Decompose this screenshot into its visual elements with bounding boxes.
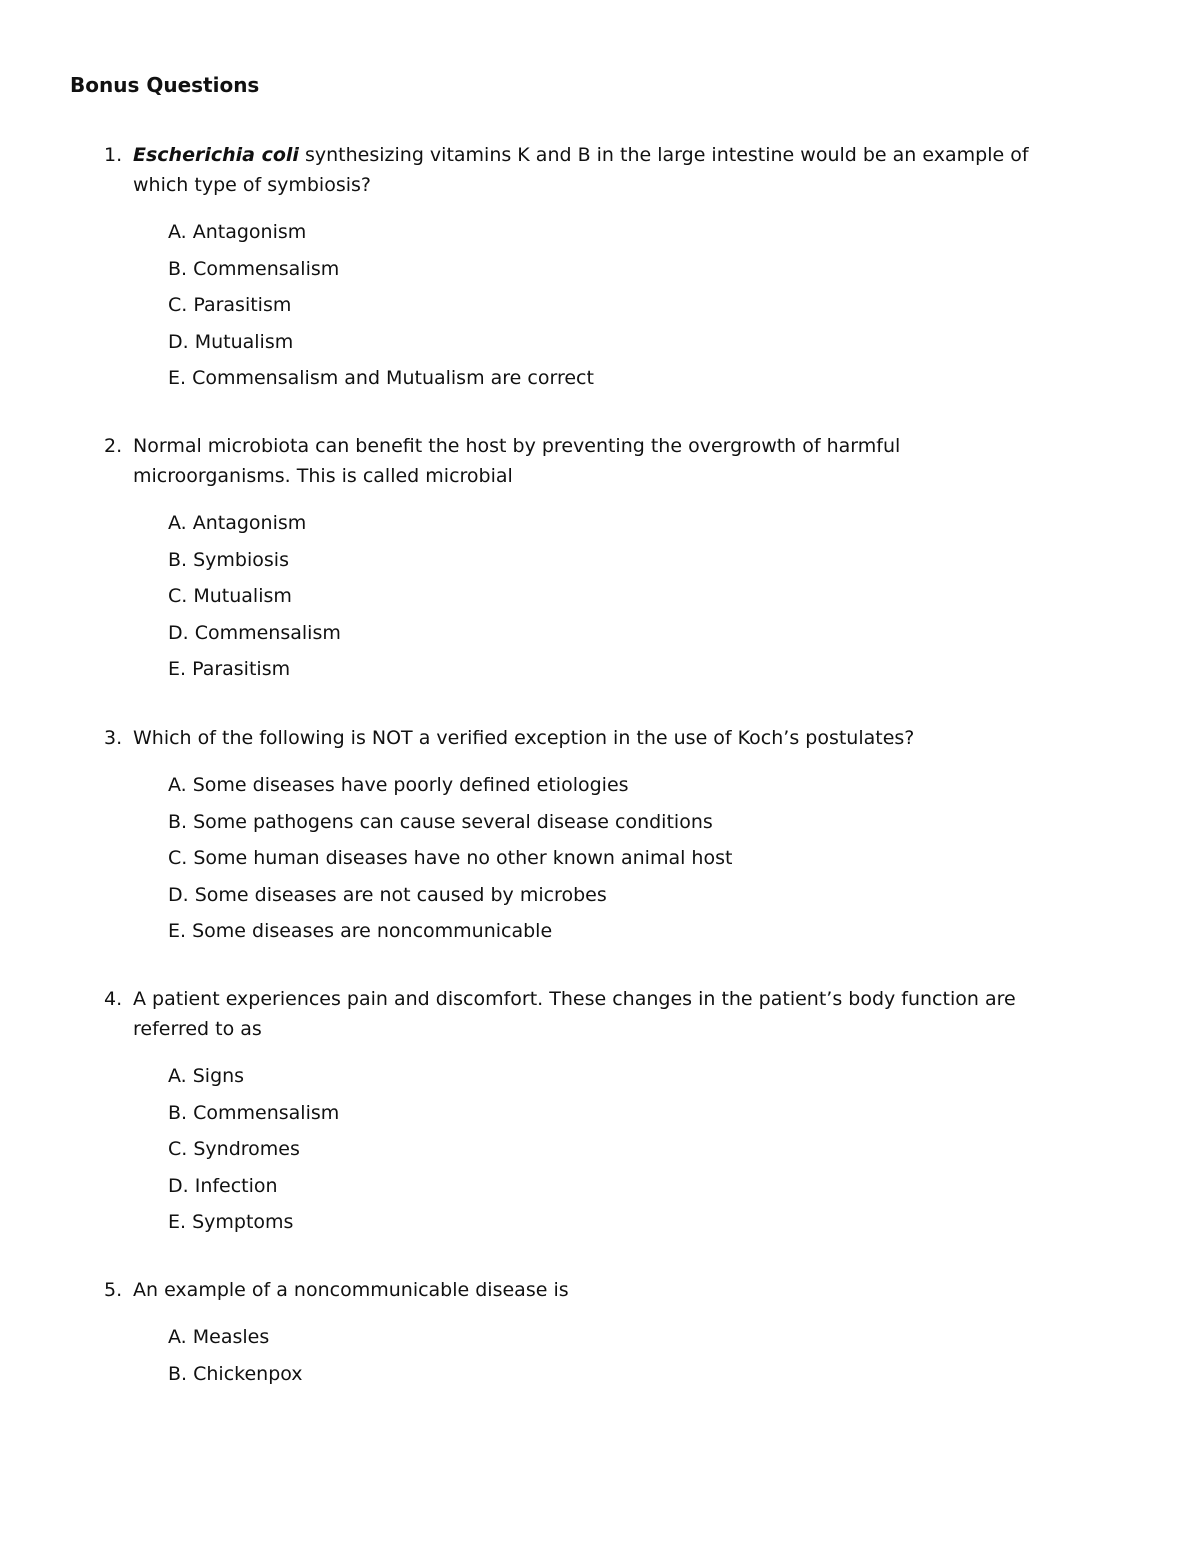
question-number: 3. xyxy=(104,727,123,749)
question-number: 4. xyxy=(104,988,123,1010)
answer-option: A. Antagonism xyxy=(168,221,307,243)
question-text: A patient experiences pain and discomfort. These changes in the patient’s body function are referred to as xyxy=(133,988,1016,1040)
question-number: 5. xyxy=(104,1279,123,1301)
question-5 xyxy=(104,1275,1044,1392)
question-text: An example of a noncommunicable disease is xyxy=(133,1279,569,1301)
question-text: Normal microbiota can benefit the host by preventing the overgrowth of harmful microorganisms. This is called microbial xyxy=(133,435,901,487)
question-text xyxy=(133,140,1044,200)
question-1 xyxy=(104,140,1044,397)
answer-option: A. Signs xyxy=(168,1065,245,1087)
answer-option: C. Some human diseases have no other known animal host xyxy=(168,847,733,870)
answer-option: A. Some diseases have poorly defined etiologies xyxy=(168,774,629,796)
question-stem xyxy=(104,1275,1044,1305)
answer-option: D. Commensalism xyxy=(168,621,341,644)
question-number: 2. xyxy=(104,435,123,457)
question-number: 1. xyxy=(104,144,123,166)
answer-option: B. Commensalism xyxy=(168,1101,340,1124)
answer-option: E. Symptoms xyxy=(168,1211,294,1234)
answer-option: B. Chickenpox xyxy=(168,1362,303,1385)
answer-option: B. Commensalism xyxy=(168,257,340,280)
answer-option: A. Antagonism xyxy=(168,512,307,534)
answer-option: D. Some diseases are not caused by microbes xyxy=(168,883,607,906)
question-3 xyxy=(104,723,1044,950)
answer-option: E. Commensalism and Mutualism are correct xyxy=(168,367,594,390)
answer-option: D. Infection xyxy=(168,1174,278,1197)
question-2 xyxy=(104,431,1044,688)
document-title: Bonus Questions xyxy=(70,73,260,97)
answer-options xyxy=(168,767,1044,950)
question-stem xyxy=(104,723,1044,753)
question-4 xyxy=(104,984,1044,1241)
answer-option: E. Some diseases are noncommunicable xyxy=(168,920,553,943)
question-text: Which of the following is NOT a verified exception in the use of Koch’s postulates? xyxy=(133,727,915,749)
answer-option: C. Mutualism xyxy=(168,585,292,608)
answer-options xyxy=(168,1319,1044,1392)
species-name: Escherichia coli xyxy=(133,144,299,166)
answer-option: C. Syndromes xyxy=(168,1138,300,1161)
answer-option: B. Symbiosis xyxy=(168,548,289,571)
answer-options xyxy=(168,505,1044,688)
answer-option: B. Some pathogens can cause several disease conditions xyxy=(168,810,713,833)
question-text-rest: synthesizing vitamins K and B in the large intestine would be an example of which type of symbiosis? xyxy=(133,144,1029,196)
answer-option: C. Parasitism xyxy=(168,294,292,317)
answer-option: E. Parasitism xyxy=(168,658,291,681)
answer-option: D. Mutualism xyxy=(168,330,294,353)
question-stem xyxy=(104,984,1044,1044)
answer-option: A. Measles xyxy=(168,1326,270,1348)
question-stem xyxy=(104,431,1044,491)
question-stem xyxy=(104,140,1044,200)
answer-options xyxy=(168,1058,1044,1241)
answer-options xyxy=(168,214,1044,397)
